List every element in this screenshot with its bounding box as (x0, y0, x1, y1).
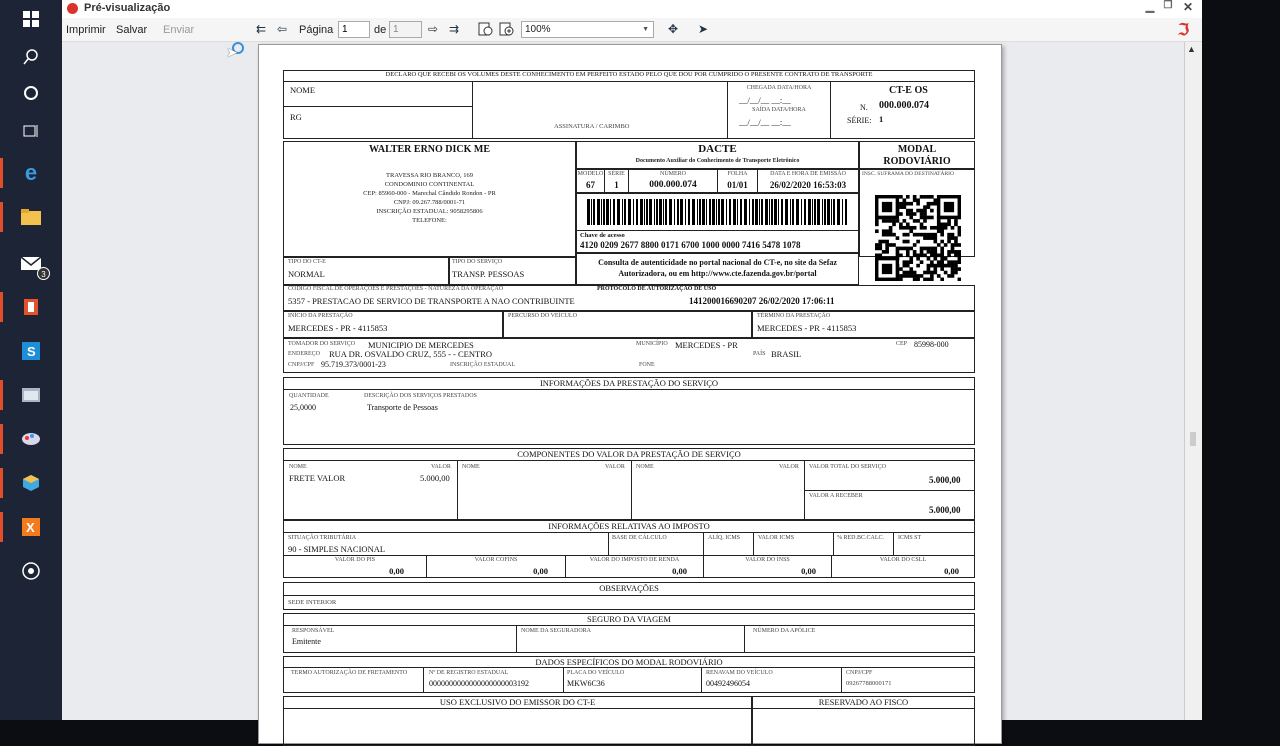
obs-icon[interactable] (16, 556, 46, 586)
emissao-label: DATA E HORA DE EMISSÃO (770, 171, 846, 177)
tomador-value: MUNICIPIO DE MERCEDES (368, 340, 474, 350)
pais-value: BRASIL (771, 349, 802, 359)
modelo-value: 67 (586, 180, 595, 190)
3d-box-icon[interactable] (16, 468, 46, 498)
rg-label: RG (290, 112, 302, 122)
app-window-icon[interactable] (16, 380, 46, 410)
send-menu[interactable]: Enviar (163, 24, 195, 36)
brand-logo-icon: ℑ (1178, 22, 1190, 39)
serie-label: SÉRIE: (847, 116, 872, 125)
tipo-servico-value: TRANSP. PESSOAS (452, 269, 525, 279)
pais-label: PAÍS (753, 351, 766, 357)
serie-value-2: 1 (614, 180, 619, 190)
cofins-label: VALOR COFINS (474, 557, 518, 563)
exit-label: SAÍDA DATA/HORA (752, 107, 806, 113)
windows-start-icon[interactable] (16, 4, 46, 34)
print-menu[interactable]: Imprimir (66, 24, 106, 36)
serie-label-2: SÉRIE (608, 171, 625, 177)
issuer-address-2: CONDOMINIO CONTINENTAL (384, 181, 475, 188)
svg-text:X: X (26, 520, 35, 535)
icms-st-label: ICMS ST (898, 535, 922, 541)
apolice-label: NÚMERO DA APÓLICE (753, 628, 816, 634)
emissao-value: 26/02/2020 16:53:03 (769, 180, 847, 190)
divider (423, 668, 424, 693)
fisco-title: RESERVADO AO FISCO (753, 697, 974, 709)
placa-label: PLACA DO VEÍCULO (567, 670, 625, 676)
file-explorer-icon[interactable] (16, 202, 46, 232)
n-label: N. (860, 103, 868, 112)
seguro-title: SEGURO DA VIAGEM (284, 614, 974, 626)
exit-blank: __/__/__ __:__ (739, 117, 791, 127)
registro-value: 0000000000000000000003192 (429, 679, 529, 688)
issuer-cep: CEP: 85960-000 - Marechal Cândido Rondon - PR (363, 190, 496, 197)
divider (841, 668, 842, 693)
imposto-title: INFORMAÇÕES RELATIVAS AO IMPOSTO (284, 521, 974, 533)
municipio-value: MERCEDES - PR (675, 340, 738, 350)
scroll-up-icon[interactable]: ▲ (1187, 44, 1196, 54)
chave-label: Chave de acesso (580, 232, 625, 239)
renavam-label: RENAVAM DO VEÍCULO (706, 670, 773, 676)
receber-value: 5.000,00 (929, 505, 961, 515)
arrival-label: CHEGADA DATA/HORA (746, 85, 812, 91)
page-number-input[interactable] (338, 21, 370, 38)
serie-value: 1 (879, 114, 884, 124)
inss-label: VALOR DO INSS (745, 557, 790, 563)
cofins-value: 0,00 (533, 566, 548, 576)
placa-value: MKW6C36 (567, 679, 605, 688)
descricao-value: Transporte de Pessoas (367, 403, 438, 412)
comp-valor-label: VALOR (431, 464, 451, 470)
comp-nome-1: FRETE VALOR (289, 473, 346, 483)
ie-label: INSCRIÇÃO ESTADUAL (450, 362, 516, 368)
cnpj-value: 95.719.373/0001-23 (321, 360, 386, 369)
quantidade-label: QUANTIDADE (289, 393, 329, 399)
search-icon[interactable] (16, 42, 46, 72)
preview-canvas[interactable] (62, 42, 1184, 720)
registro-label: Nº DE REGISTRO ESTADUAL (429, 670, 509, 676)
window-title: Pré-visualização (84, 2, 171, 14)
inicio-label: INÍCIO DA PRESTAÇÃO (288, 313, 353, 319)
zoom-value: 100% (525, 24, 551, 35)
paint-icon[interactable] (16, 424, 46, 454)
reducao-label: % RED.BC.CALC. (837, 535, 885, 541)
divider (703, 533, 704, 555)
svg-text:S: S (27, 344, 36, 359)
situacao-value: 90 - SIMPLES NACIONAL (288, 544, 386, 554)
pan-tool-icon[interactable]: ✥ (668, 22, 679, 36)
rodoviario-title: DADOS ESPECÍFICOS DO MODAL RODOVIÁRIO (284, 657, 974, 668)
total-value: 5.000,00 (929, 475, 961, 485)
divider (608, 533, 609, 555)
cep-value: 85998-000 (914, 340, 949, 349)
folha-label: FOLHA (727, 171, 748, 177)
rodo-cnpj-label: CNPJ/CPF (846, 670, 873, 676)
divider (516, 626, 517, 653)
divider (893, 533, 894, 555)
prestacao-title: INFORMAÇÕES DA PRESTAÇÃO DO SERVIÇO (284, 378, 974, 390)
termo-label: TERMO AUTORIZAÇÃO DE FRETAMENTO (291, 670, 408, 676)
last-page-icon[interactable]: ⇉ (449, 22, 460, 36)
toolbar (62, 18, 1202, 42)
base-label: BASE DE CÁLCULO (612, 535, 667, 541)
tipo-servico-label: TIPO DO SERVIÇO (452, 259, 503, 265)
vertical-scrollbar[interactable] (1184, 42, 1202, 720)
cte-number: 000.000.074 (879, 100, 929, 111)
scroll-thumb[interactable] (1190, 432, 1196, 446)
chevron-down-icon: ▼ (642, 26, 649, 33)
close-button[interactable]: ✕ (1182, 0, 1194, 14)
mouse-cursor-icon: ➤ (226, 44, 238, 60)
divider (457, 461, 458, 520)
descricao-label: DESCRIÇÃO DOS SERVIÇOS PRESTADOS (364, 393, 477, 399)
zoom-select[interactable] (521, 21, 654, 38)
modal-line-2: RODOVIÁRIO (883, 156, 951, 167)
divider (804, 490, 975, 491)
rodo-cnpj-value: 09267788000171 (846, 680, 892, 687)
comp-nome-label-3: NOME (636, 464, 654, 470)
divider (284, 106, 472, 107)
task-view-icon[interactable] (16, 116, 46, 146)
first-page-icon[interactable]: ⇇ (256, 22, 267, 36)
numero-value: 000.000.074 (649, 180, 697, 190)
office-icon[interactable] (16, 292, 46, 322)
divider (753, 533, 754, 555)
preview-window (62, 0, 1202, 720)
protocolo-value: 141200016690207 26/02/2020 17:06:11 (689, 296, 835, 306)
zoom-out-icon[interactable] (478, 22, 494, 40)
receber-label: VALOR A RECEBER (809, 493, 863, 499)
app-icon (67, 3, 78, 14)
dacte-title: DACTE (698, 143, 737, 155)
renda-label: VALOR DO IMPOSTO DE RENDA (589, 557, 680, 563)
componentes-title: COMPONENTES DO VALOR DA PRESTAÇÃO DE SERVIÇO (284, 449, 974, 461)
seguradora-label: NOME DA SEGURADORA (521, 628, 592, 634)
dacte-page (258, 44, 1002, 744)
cfop-label: CÓDIGO FISCAL DE OPERAÇÕES E PRESTAÇÕES - NATUREZA DA OPERAÇÃO (288, 286, 504, 292)
comp-valor-label-2: VALOR (605, 464, 625, 470)
termino-label: TÉRMINO DA PRESTAÇÃO (757, 313, 831, 319)
renda-value: 0,00 (672, 566, 687, 576)
issuer-address: TRAVESSA RIO BRANCO, 169 (386, 172, 473, 179)
fone-label: FONE (639, 362, 655, 368)
taskbar (0, 0, 62, 720)
zoom-in-icon[interactable] (499, 22, 515, 40)
maximize-button[interactable]: ❐ (1163, 0, 1173, 11)
endereco-label: ENDEREÇO (288, 351, 320, 357)
cnpj-label: CNPJ/CPF (288, 362, 315, 368)
modal-line-1: MODAL (897, 144, 937, 155)
next-page-icon[interactable]: ⇨ (428, 22, 439, 36)
comp-valor-1: 5.000,00 (420, 473, 450, 483)
pis-value: 0,00 (389, 566, 404, 576)
barcode-icon (587, 199, 849, 225)
signature-label: ASSINATURA / CARIMBO (554, 123, 630, 130)
divider (283, 555, 975, 556)
divider (833, 533, 834, 555)
tomador-label: TOMADOR DO SERVIÇO (288, 341, 356, 347)
comp-nome-label: NOME (289, 464, 307, 470)
renavam-value: 00492496054 (706, 679, 750, 688)
numero-label: NÚMERO (659, 171, 686, 177)
endereco-value: RUA DR. OSVALDO CRUZ, 555 - - CENTRO (329, 349, 493, 359)
page-label: Página (299, 24, 334, 36)
modelo-label: MODELO (577, 171, 604, 177)
previous-page-icon[interactable]: ⇦ (277, 22, 288, 36)
observacoes-title: OBSERVAÇÕES (284, 583, 974, 596)
mail-badge: 3 (37, 267, 50, 280)
responsavel-value: Emitente (292, 637, 321, 646)
issuer-name: WALTER ERNO DICK ME (368, 144, 491, 155)
divider (631, 461, 632, 520)
comp-nome-label-2: NOME (462, 464, 480, 470)
cte-os-title: CT-E OS (889, 85, 928, 96)
termino-value: MERCEDES - PR - 4115853 (757, 323, 857, 333)
pis-label: VALOR DO PIS (334, 557, 376, 563)
of-label: de (374, 24, 387, 36)
divider (563, 668, 564, 693)
chave-value: 4120 0209 2677 8800 0171 6700 1000 0000 7416 5478 1078 (580, 240, 801, 250)
page-total-field (389, 21, 422, 38)
mail-icon[interactable] (16, 248, 46, 278)
consulta-text: Consulta de autenticidade no portal nacional do CT-e, no site da Sefaz Autorizadora, ou em http://www.cte.fazenda.gov.br/portal (598, 258, 837, 278)
comp-valor-label-3: VALOR (779, 464, 799, 470)
cep-label: CEP (896, 341, 908, 347)
arrival-blank: __/__/__ __:__ (739, 95, 791, 105)
divider (576, 230, 859, 231)
quantidade-value: 25,0000 (290, 403, 316, 412)
tipo-cte-value: NORMAL (288, 269, 325, 279)
title-bar (62, 0, 1202, 18)
skype-icon[interactable] (16, 336, 46, 366)
edge-browser-icon[interactable]: e (24, 160, 38, 185)
municipio-label: MUNICÍPIO (636, 341, 668, 347)
csll-value: 0,00 (944, 566, 959, 576)
xampp-icon[interactable] (16, 512, 46, 542)
emissor-title: USO EXCLUSIVO DO EMISSOR DO CT-E (284, 697, 751, 709)
issuer-phone: TELEFONE: (412, 217, 447, 224)
inss-value: 0,00 (801, 566, 816, 576)
folha-value: 01/01 (727, 180, 748, 190)
name-label: NOME (290, 85, 316, 95)
total-label: VALOR TOTAL DO SERVIÇO (809, 464, 886, 470)
responsavel-label: RESPONSÁVEL (292, 628, 335, 634)
aliquota-label: ALÍQ. ICMS (708, 535, 741, 541)
inicio-value: MERCEDES - PR - 4115853 (288, 323, 388, 333)
tipo-cte-label: TIPO DO CT-E (288, 259, 326, 265)
percurso-label: PERCURSO DO VEÍCULO (508, 313, 577, 319)
qr-code-icon (875, 195, 961, 281)
divider (701, 668, 702, 693)
save-menu[interactable]: Salvar (116, 24, 148, 36)
receipt-declaration: DECLARO QUE RECEBI OS VOLUMES DESTE CONHECIMENTO EM PERFEITO ESTADO PELO QUE DOU POR CUMPRIDO O PRESENTE CONTRATO DE TRANSPORTE (284, 71, 974, 82)
issuer-cnpj: CNPJ: 09.267.788/0001-71 (393, 199, 466, 206)
situacao-label: SITUAÇÃO TRIBUTÁRIA (288, 535, 357, 541)
csll-label: VALOR DO CSLL (879, 557, 927, 563)
divider (744, 626, 745, 653)
pointer-tool-icon[interactable]: ➤ (698, 22, 709, 36)
cortana-icon[interactable] (16, 78, 46, 108)
cfop-value: 5357 - PRESTACAO DE SERVICO DE TRANSPORTE A NAO CONTRIBUINTE (288, 296, 575, 306)
valor-icms-label: VALOR ICMS (758, 535, 795, 541)
issuer-ie: INSCRIÇÃO ESTADUAL: 9058295806 (376, 208, 483, 215)
observacoes-text: SEDE INTERIOR (288, 599, 337, 606)
suframa-label: INSC. SUFRAMA DO DESTINATÁRIO (862, 171, 954, 177)
protocolo-label: PROTOCOLO DE AUTORIZAÇÃO DE USO (597, 286, 717, 292)
minimize-button[interactable]: ▁ (1145, 1, 1155, 13)
dacte-subtitle: Documento Auxiliar do Conhecimento de Transporte Eletrônico (635, 158, 800, 164)
